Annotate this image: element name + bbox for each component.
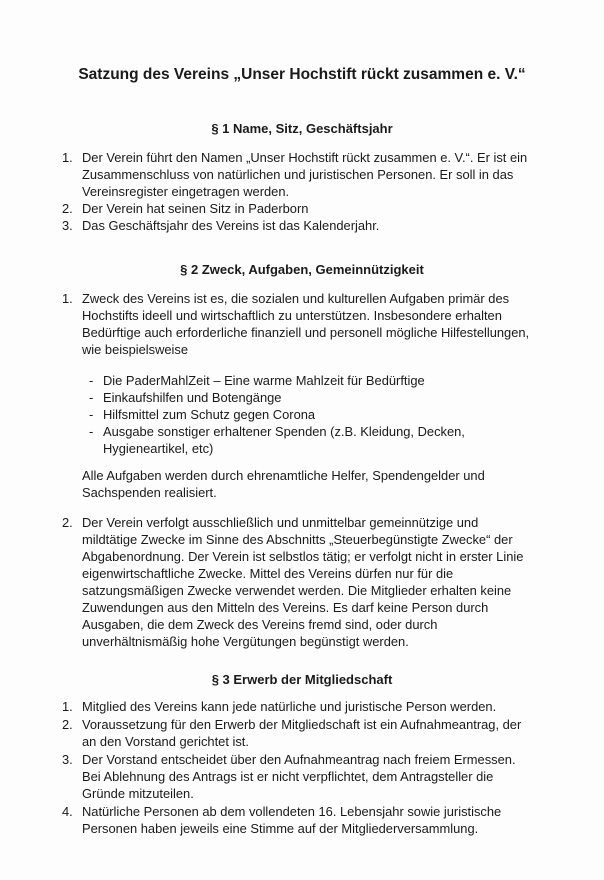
text-line: Der Verein hat seinen Sitz in Paderborn [82,201,309,216]
item-number: 1. [62,699,73,714]
text-line: Die PaderMahlZeit – Eine warme Mahlzeit für Bedürftige [103,373,425,388]
bullet-item [0,389,604,406]
item-number: 1. [62,150,73,165]
text-line: Bedürftige auch erforderliche finanziell und personell mögliche Hilfestellungen, [82,325,530,340]
list-item [0,149,604,200]
section-heading-2: § 2 Zweck, Aufgaben, Gemeinnützigkeit [180,262,424,277]
section-heading-1: § 1 Name, Sitz, Geschäftsjahr [211,121,393,136]
section-heading-3: § 3 Erwerb der Mitgliedschaft [211,672,393,687]
text-line: Das Geschäftsjahr des Vereins ist das Kalenderjahr. [82,218,380,233]
section-3-list [0,698,604,838]
bullet-item [0,423,604,457]
text-line: Zusammenschluss von natürlichen und juristischen Personen. Er soll in das [82,167,514,182]
text-line: Zweck des Vereins ist es, die sozialen und kulturellen Aufgaben primär des [82,291,510,306]
text-line: Bei Ablehnung des Antrags ist er nicht verpflichtet, dem Antragsteller die [82,769,494,784]
text-line: Natürliche Personen ab dem vollendeten 16. Lebensjahr sowie juristische [82,804,502,819]
section-2-bullets [0,372,604,457]
item-number: 4. [62,804,73,819]
text-line: eigenwirtschaftliche Zwecke. Mittel des Vereins dürfen nur für die [82,566,454,581]
list-item [0,200,604,217]
text-line: Hochstifts ideell und wirtschaftlich zu unterstützen. Insbesondere erhalten [82,308,502,323]
text-line: Einkaufshilfen und Botengänge [103,390,282,405]
text-line: Vereinsregister eingetragen werden. [82,184,290,199]
section-2-item-1 [0,290,604,358]
document-title: Satzung des Vereins „Unser Hochstift rückt zusammen e. V.“ [78,66,526,83]
text-line: Sachspenden realisiert. [82,485,217,500]
bullet-dash: - [89,407,94,422]
bullet-dash: - [89,390,94,405]
text-line: Ausgabe sonstiger erhaltener Spenden (z.B. Kleidung, Decken, [103,424,465,439]
list-item [0,698,604,715]
text-line: Hilfsmittel zum Schutz gegen Corona [103,407,316,422]
text-line: Der Vorstand entscheidet über den Aufnahmeantrag nach freiem Ermessen. [82,752,516,767]
text-line: Alle Aufgaben werden durch ehrenamtliche Helfer, Spendengelder und [82,468,485,483]
bullet-dash: - [89,424,94,439]
text-line: Gründe mitzuteilen. [82,786,194,801]
item-number: 3. [62,218,73,233]
list-item [0,217,604,234]
text-line: an den Vorstand gerichtet ist. [82,734,249,749]
bullet-item [0,406,604,423]
list-item [0,290,604,358]
item-number: 3. [62,752,73,767]
text-line: mildtätige Zwecke im Sinne des Abschnitts „Steuerbegünstigte Zwecke“ der [82,532,513,547]
text-line: Der Verein führt den Namen „Unser Hochstift rückt zusammen e. V.“. Er ist ein [82,150,528,165]
section-2-closing [0,467,604,501]
section-1-list [0,149,604,234]
list-item [0,751,604,802]
text-line: Ausgaben, die dem Zweck des Vereins fremd sind, oder durch [82,617,438,632]
text-line: Mitglied des Vereins kann jede natürliche und juristische Person werden. [82,699,497,714]
item-number: 1. [62,291,73,306]
item-number: 2. [62,201,73,216]
list-item [0,803,604,837]
bullet-dash: - [89,373,94,388]
text-line: Hygieneartikel, etc) [103,441,214,456]
item-number: 2. [62,515,73,530]
list-item [0,514,604,650]
text-line: unverhältnismäßig hohe Vergütungen begünstigt werden. [82,634,409,649]
bullet-item [0,372,604,389]
text-line: satzungsmäßigen Zwecke verwendet werden. Die Mitglieder erhalten keine [82,583,512,598]
item-number: 2. [62,717,73,732]
section-2-item-2 [0,514,604,650]
text-line: Voraussetzung für den Erwerb der Mitgliedschaft ist ein Aufnahmeantrag, der [82,717,522,732]
text-line: wie beispielsweise [82,342,189,357]
text-line: Abgabenordnung. Der Verein ist selbstlos tätig; er verfolgt nicht in erster Linie [82,549,524,564]
list-item [0,716,604,750]
text-line: Der Verein verfolgt ausschließlich und unmittelbar gemeinnützige und [82,515,479,530]
text-line: Zuwendungen aus den Mitteln des Vereins. Es darf keine Person durch [82,600,489,615]
text-line: Personen haben jeweils eine Stimme auf der Mitgliederversammlung. [82,821,479,836]
